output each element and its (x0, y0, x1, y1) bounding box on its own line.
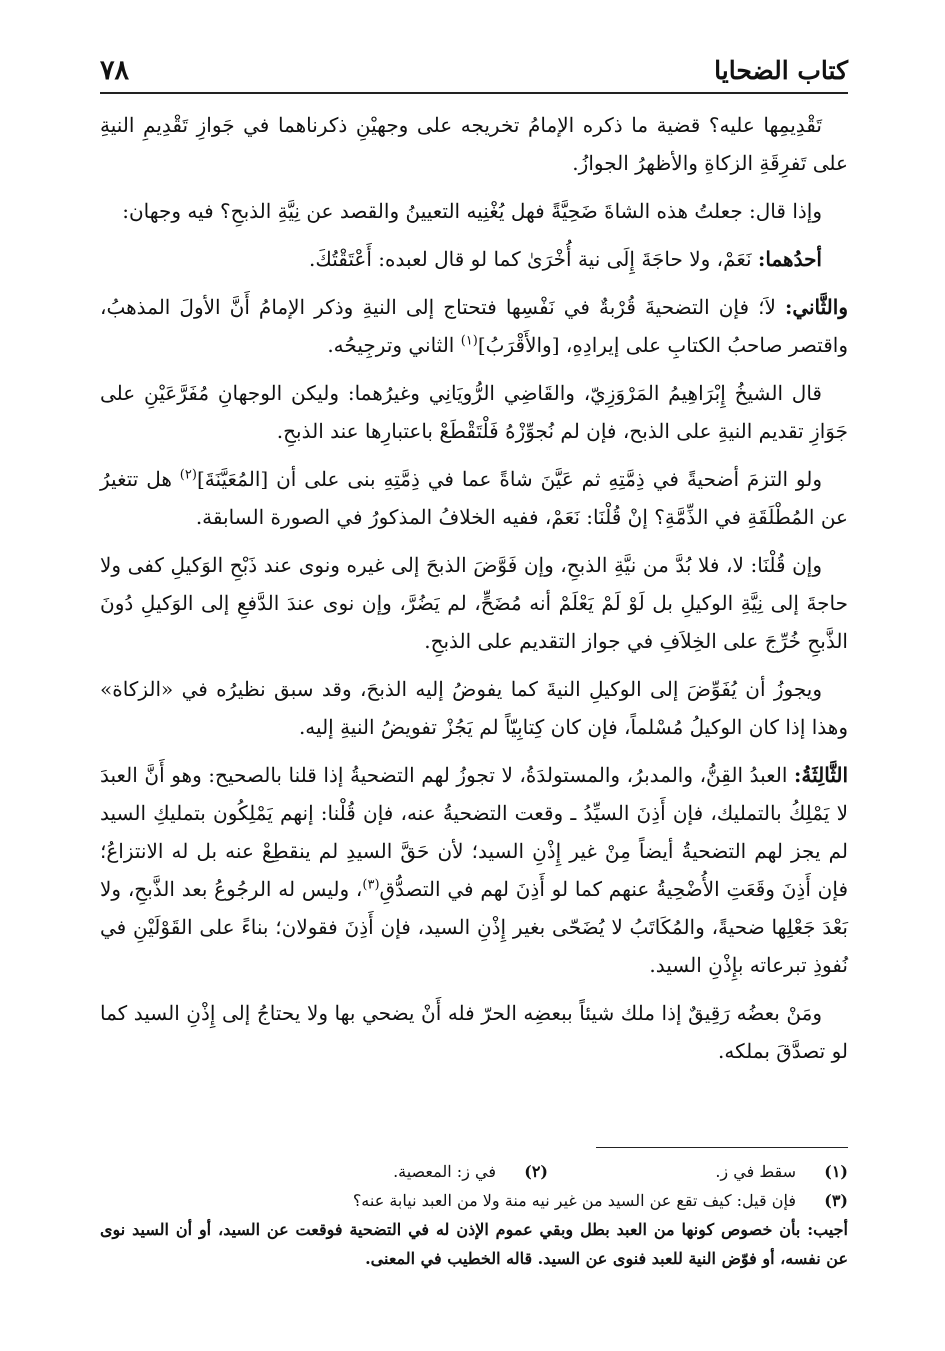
section-lead: أحدُهما: (757, 247, 822, 271)
footnote-3-continuation: أجيب: بأن خصوص كونها من العبد بطل وبقي عموم الإذن له في التضحية فوقعت عن السيد، أو أن السيد نوى عن نفسه، أو فوّض النية للعبد فنوى عن السيد. قاله الخطيب في المعنى. (100, 1220, 848, 1268)
page-header (100, 50, 848, 90)
footnote-ref: (٣) (362, 877, 380, 893)
paragraph: وإذا قال: جعلتُ هذه الشاةَ ضَحِيَّةً فهل يُغْنِيه التعيينُ والقصد عن نِيَّةِ الذبحِ؟ فيه وجهان: (122, 199, 822, 223)
paragraph: ومَنْ بعضُه رَقِيقٌ إذا ملك شيئاً ببعضِه الحرّ فله أَنْ يضحي بها ولا يحتاجُ إلى إِذْنِ السيد كما لو تصدَّقَ بملكه. (100, 1001, 848, 1063)
footnote-number: (٢) (524, 1162, 548, 1181)
section-lead: الثَّالِثَةُ: (793, 763, 848, 787)
book-title: كتاب الضحايا (714, 55, 848, 85)
paragraph: أحدُهما: نَعَمْ، ولا حاجَةَ إِلَى نية أُخْرَىٰ كما لو قال لعبده: أَعْتَقْتُكَ. (309, 247, 822, 271)
footnote-3 (100, 1186, 848, 1215)
paragraph: ويجوزُ أن يُفَوِّضَ إلى الوكيلِ النيةَ كما يفوضُ إليه الذبحَ، وقد سبق نظيرُه في «الزكاة» وهذا إذا كان الوكيلُ مُسْلماً، فإن كان كِتابِيّاً لم يَجُزْ تفويضُ النيةِ إليه. (100, 677, 848, 739)
footnote-number: (٣) (824, 1191, 848, 1210)
footnotes (100, 1157, 848, 1273)
footnote-2 (248, 1157, 548, 1186)
footnote-1 (548, 1157, 848, 1186)
page-number: ٧٨ (100, 54, 130, 86)
footnote-divider (596, 1147, 848, 1148)
paragraph: تَقْدِيمِها عليه؟ قضية ما ذكره الإمامُ تخريجه على وجهيْنِ ذكرناهما في جَوازِ تَقْدِيمِ النيةِ على تَفرِقَةِ الزكاةِ والأظهرُ الجوازُ. (100, 113, 848, 175)
footnote-number: (١) (824, 1162, 848, 1181)
section-lead: والثَّاني: (784, 295, 848, 319)
paragraph: الثَّالِثَةُ: العبدُ القِنُّ، والمدبرُ، والمستولدَةُ، لا تجوزُ لهم التضحيةُ إذا قلنا بالصحيح: وهو أَنَّ العبدَ لا يَمْلِكُ بالتمليك، فإن أَذِنَ السيِّدُ ـ وقعت التضحيةُ عنه، فإن قُلْنا: إنهم يَمْلِكُون بتمليكِ السيد لم يجز لهم التضحيةُ أيضاً مِنْ غير إِذْنِ السيد؛ لأن حَقَّ السيدِ لم ينقطِعْ عنه بل له الانتزاعُ؛ فإن أَذِنَ وقَعَتِ الأُضْحِيةُ عنهم كما لو أَذِنَ لهم في التصدُّقِ$^{(٣)}$، وليس له الرجُوعُ بعد الذَّبحِ، ولا بَعْدَ جَعْلِها ضحيةً، والمُكَاتَبُ لا يُضَحّى بغير إِذْنِ السيد، فإن أَذِنَ فقولان؛ بناءً على القَوْلَيْنِ في نُفوذِ تبرعاته بإِذْنِ السيد. (100, 763, 849, 977)
footnote-ref: (١) (460, 333, 478, 349)
footnote-text: سقط في ز. (715, 1162, 796, 1181)
paragraph: والثَّاني: لاَ؛ فإن التضحيةَ قُرْبةٌ في نَفْسِها فتحتاج إلى النيةِ وذكر الإمامُ أَنَّ الأولَ المذهبُ، واقتصر صاحبُ الكتابِ على إيرادِهِ، [والأَقْرَبُ]$^{(١)}$ الثاني وترجِيحُه. (100, 295, 848, 357)
paragraph: قال الشيخُ إِبْرَاهِيمُ المَرْوَزِيّ، والقَاضِي الرُّويَانِي وغيرُهما: وليكن الوجهانِ مُفَرَّعَيْنِ على جَوَازِ تقديم النيةِ على الذبح، فإن لم نُجوِّزْهُ فَلْتَقْطَعْ باعتبارِها عند الذبحِ. (100, 381, 848, 443)
footnote-text: في ز: المعصية. (393, 1162, 496, 1181)
main-text (100, 106, 848, 1080)
footnote-ref: (٢) (179, 467, 197, 483)
footnote-row (100, 1157, 848, 1186)
paragraph: ولو التزمَ أضحيةً في ذِمَّتِهِ ثم عَيَّنَ شاةً عما في ذِمَّتِهِ بنى على أن [المُعَيَّنَةَ]$^{(٢)}$ هل تتغيرُ عن المُطْلَقَةِ في الذِّمَّةِ؟ إنْ قُلْنَا: نَعَمْ، ففيه الخلافُ المذكورُ في الصورة السابقة. (100, 467, 848, 529)
header-divider (100, 92, 848, 94)
paragraph: وإن قُلْنَا: لا، فلا بُدَّ من نيَّةِ الذبحِ، وإن فَوَّضَ الذبحَ إلى غيره ونوى عند ذَبْحِ الوَكيلِ كفى ولا حاجةَ إلى نِيَّةِ الوكيلِ بل لَوْ لَمْ يَعْلَمْ أنه مُضَحٍّ، لم يَضُرَّ، وإن نوى عندَ الدَّفعِ إلى الوَكيلِ دُونَ الذَّبحِ خُرِّجَ على الخِلاَفِ في جواز التقديم على الذبحِ. (100, 553, 848, 653)
footnote-text: فإن قيل: كيف تقع عن السيد من غير نيه منة ولا من العبد نيابة عنه؟ (352, 1191, 796, 1210)
